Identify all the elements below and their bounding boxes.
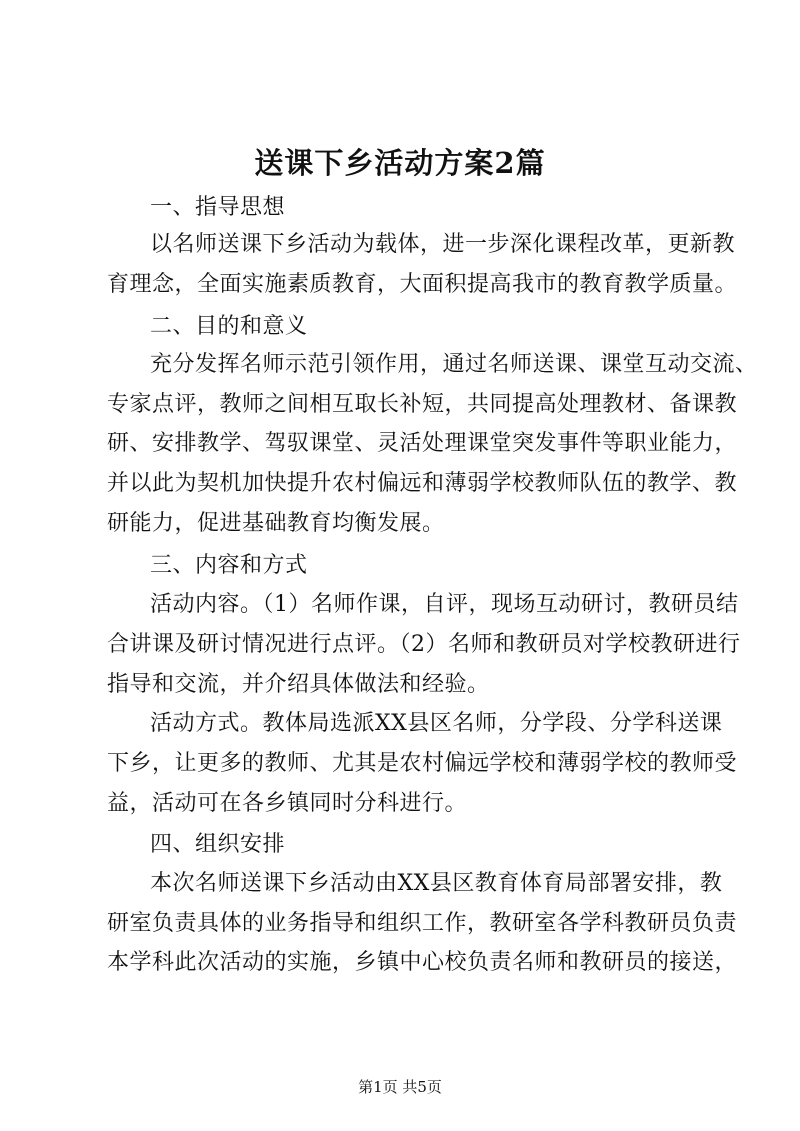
paragraph-line: 下乡，让更多的教师、尤其是农村偏远学校和薄弱学校的教师受	[107, 751, 738, 776]
paragraph-line: 研、安排教学、驾驭课堂、灵活处理课堂突发事件等职业能力，	[107, 431, 738, 456]
section-heading: 四、组织安排	[150, 832, 286, 857]
paragraph-line: 活动方式。教体局选派XX县区名师，分学段、分学科送课	[150, 711, 723, 736]
paragraph-line: 研能力，促进基础教育均衡发展。	[107, 511, 445, 536]
section-heading: 三、内容和方式	[150, 553, 308, 578]
paragraph-line: 专家点评，教师之间相互取长补短，共同提高处理教材、备课教	[107, 392, 738, 417]
paragraph-line: 本学科此次活动的实施，乡镇中心校负责名师和教研员的接送，	[107, 950, 738, 975]
paragraph-line: 活动内容。（1）名师作课，自评，现场互动研讨，教研员结	[150, 592, 739, 617]
paragraph-line: 研室负责具体的业务指导和组织工作，教研室各学科教研员负责	[107, 911, 738, 936]
paragraph-line: 以名师送课下乡活动为载体，进一步深化课程改革，更新教	[150, 232, 736, 257]
paragraph-line: 本次名师送课下乡活动由XX县区教育体育局部署安排，教	[150, 871, 723, 896]
page-footer: 第1页 共5页	[358, 1078, 442, 1096]
document-title: 送课下乡活动方案2篇	[254, 146, 546, 180]
paragraph-line: 益，活动可在各乡镇同时分科进行。	[107, 791, 468, 816]
paragraph-line: 充分发挥名师示范引领作用，通过名师送课、课堂互动交流、	[150, 352, 758, 377]
section-heading: 一、指导思想	[150, 195, 286, 220]
paragraph-line: 育理念，全面实施素质教育，大面积提高我市的教育教学质量。	[107, 272, 738, 297]
paragraph-line: 并以此为契机加快提升农村偏远和薄弱学校教师队伍的教学、教	[107, 471, 738, 496]
paragraph-line: 指导和交流，并介绍具体做法和经验。	[107, 672, 490, 697]
section-heading: 二、目的和意义	[150, 314, 308, 339]
paragraph-line: 合讲课及研讨情况进行点评。（2）名师和教研员对学校教研进行	[107, 632, 741, 657]
